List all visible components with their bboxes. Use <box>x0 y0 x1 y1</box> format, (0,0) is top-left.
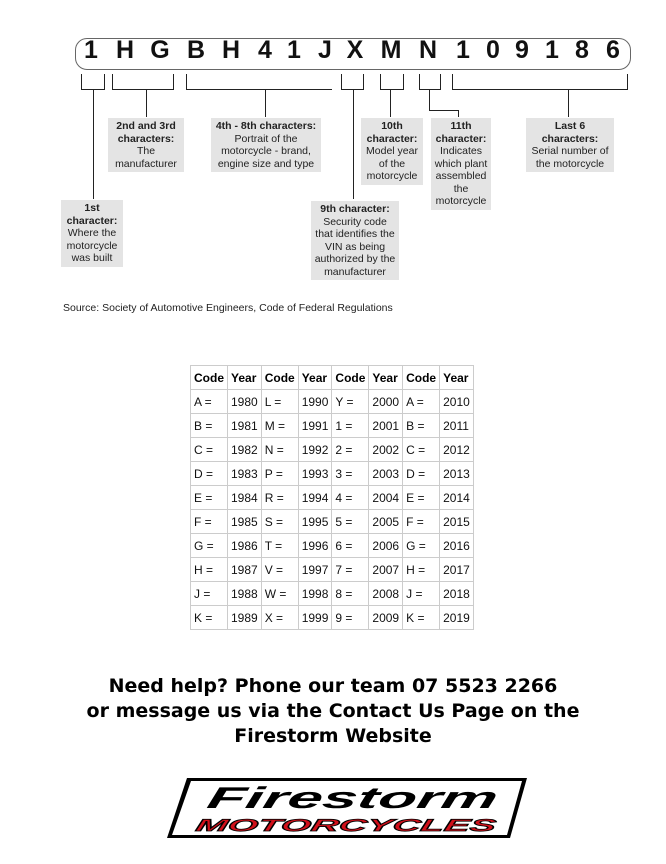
column-header: Code <box>261 366 298 390</box>
code-cell: E = <box>191 486 228 510</box>
label-9th-character: 9th character: Security code that identifies the VIN as being authorized by the manufacturer <box>311 201 399 280</box>
year-cell: 2015 <box>440 510 474 534</box>
year-cell: 2000 <box>369 390 403 414</box>
vin-character: 1 <box>456 36 470 64</box>
code-cell: 5 = <box>332 510 369 534</box>
code-cell: F = <box>191 510 228 534</box>
vin-character: 0 <box>486 36 500 64</box>
firestorm-logo <box>165 778 530 838</box>
table-row <box>191 390 474 414</box>
year-cell: 1995 <box>298 510 332 534</box>
year-cell: 2011 <box>440 414 474 438</box>
code-cell: B = <box>191 414 228 438</box>
code-cell: 2 = <box>332 438 369 462</box>
code-cell: E = <box>403 486 440 510</box>
help-message: Need help? Phone our team 07 5523 2266 or message us via the Contact Us Page on the Firestorm Website <box>86 675 580 747</box>
code-cell: 7 = <box>332 558 369 582</box>
code-cell: 1 = <box>332 414 369 438</box>
code-cell: Y = <box>332 390 369 414</box>
label-2nd-3rd-characters: 2nd and 3rd characters: The manufacturer <box>108 118 184 172</box>
code-cell: 6 = <box>332 534 369 558</box>
code-cell: W = <box>261 582 298 606</box>
year-cell: 1988 <box>228 582 262 606</box>
year-cell: 2003 <box>369 462 403 486</box>
vin-character: 9 <box>515 36 529 64</box>
code-cell: L = <box>261 390 298 414</box>
code-cell: C = <box>403 438 440 462</box>
year-cell: 1982 <box>228 438 262 462</box>
year-cell: 2004 <box>369 486 403 510</box>
year-cell: 2019 <box>440 606 474 630</box>
vin-character: H <box>221 36 241 64</box>
year-cell: 1987 <box>228 558 262 582</box>
code-cell: P = <box>261 462 298 486</box>
vin-character: J <box>318 36 332 64</box>
vin-character: N <box>418 36 438 64</box>
year-cell: 2013 <box>440 462 474 486</box>
column-header: Year <box>369 366 403 390</box>
code-cell: D = <box>191 462 228 486</box>
column-header: Year <box>440 366 474 390</box>
year-cell: 2001 <box>369 414 403 438</box>
code-cell: 8 = <box>332 582 369 606</box>
year-cell: 1981 <box>228 414 262 438</box>
model-year-table <box>190 365 474 630</box>
code-cell: X = <box>261 606 298 630</box>
vin-character: 1 <box>287 36 301 64</box>
label-1st-character: 1st character: Where the motorcycle was built <box>61 200 123 267</box>
code-cell: F = <box>403 510 440 534</box>
year-cell: 1980 <box>228 390 262 414</box>
code-cell: A = <box>403 390 440 414</box>
code-cell: H = <box>191 558 228 582</box>
year-cell: 1994 <box>298 486 332 510</box>
code-cell: T = <box>261 534 298 558</box>
code-cell: V = <box>261 558 298 582</box>
year-cell: 1985 <box>228 510 262 534</box>
table-row <box>191 438 474 462</box>
code-cell: C = <box>191 438 228 462</box>
code-cell: 4 = <box>332 486 369 510</box>
table-row <box>191 462 474 486</box>
column-header: Code <box>403 366 440 390</box>
code-cell: G = <box>191 534 228 558</box>
table-row <box>191 510 474 534</box>
code-cell: J = <box>403 582 440 606</box>
year-cell: 2009 <box>369 606 403 630</box>
code-cell: K = <box>191 606 228 630</box>
year-cell: 1989 <box>228 606 262 630</box>
year-cell: 1993 <box>298 462 332 486</box>
year-cell: 2017 <box>440 558 474 582</box>
year-cell: 1986 <box>228 534 262 558</box>
label-4th-8th-characters: 4th - 8th characters: Portrait of the motorcycle - brand, engine size and type <box>211 118 321 172</box>
table-row <box>191 558 474 582</box>
column-header: Year <box>298 366 332 390</box>
logo-line1: Firestorm <box>204 782 350 815</box>
year-cell: 1999 <box>298 606 332 630</box>
year-cell: 2018 <box>440 582 474 606</box>
year-cell: 2007 <box>369 558 403 582</box>
code-cell: A = <box>191 390 228 414</box>
table-row <box>191 582 474 606</box>
year-cell: 2002 <box>369 438 403 462</box>
code-cell: H = <box>403 558 440 582</box>
label-last-6-characters: Last 6 characters: Serial number of the motorcycle <box>526 118 614 172</box>
logo-line2: MOTORCYCLES <box>193 815 330 835</box>
code-cell: R = <box>261 486 298 510</box>
year-cell: 2008 <box>369 582 403 606</box>
vin-character: M <box>380 36 402 64</box>
year-cell: 2010 <box>440 390 474 414</box>
vin-character: X <box>346 36 364 64</box>
year-cell: 1984 <box>228 486 262 510</box>
year-cell: 1983 <box>228 462 262 486</box>
code-cell: 3 = <box>332 462 369 486</box>
year-cell: 2006 <box>369 534 403 558</box>
vin-character: 6 <box>606 36 620 64</box>
table-row <box>191 606 474 630</box>
year-cell: 1996 <box>298 534 332 558</box>
year-cell: 1997 <box>298 558 332 582</box>
label-11th-character: 11th character: Indicates which plant assembled the motorcycle <box>431 118 491 210</box>
year-cell: 1991 <box>298 414 332 438</box>
vin-character: 1 <box>545 36 559 64</box>
column-header: Year <box>228 366 262 390</box>
year-cell: 1998 <box>298 582 332 606</box>
vin-character: H <box>115 36 135 64</box>
vin-character: 8 <box>575 36 589 64</box>
year-cell: 2005 <box>369 510 403 534</box>
year-cell: 1992 <box>298 438 332 462</box>
year-cell: 2012 <box>440 438 474 462</box>
code-cell: J = <box>191 582 228 606</box>
year-cell: 2014 <box>440 486 474 510</box>
code-cell: K = <box>403 606 440 630</box>
column-header: Code <box>332 366 369 390</box>
code-cell: M = <box>261 414 298 438</box>
year-cell: 1990 <box>298 390 332 414</box>
code-cell: B = <box>403 414 440 438</box>
vin-character: 1 <box>84 36 98 64</box>
table-row <box>191 414 474 438</box>
table-row <box>191 486 474 510</box>
source-note: Source: Society of Automotive Engineers, Code of Federal Regulations <box>63 302 393 314</box>
column-header: Code <box>191 366 228 390</box>
code-cell: G = <box>403 534 440 558</box>
vin-character: B <box>186 36 206 64</box>
vin-character: G <box>150 36 170 64</box>
code-cell: N = <box>261 438 298 462</box>
table-row <box>191 534 474 558</box>
vin-character: 4 <box>258 36 272 64</box>
code-cell: 9 = <box>332 606 369 630</box>
label-10th-character: 10th character: Model year of the motorcycle <box>361 118 423 185</box>
code-cell: S = <box>261 510 298 534</box>
code-cell: D = <box>403 462 440 486</box>
year-cell: 2016 <box>440 534 474 558</box>
